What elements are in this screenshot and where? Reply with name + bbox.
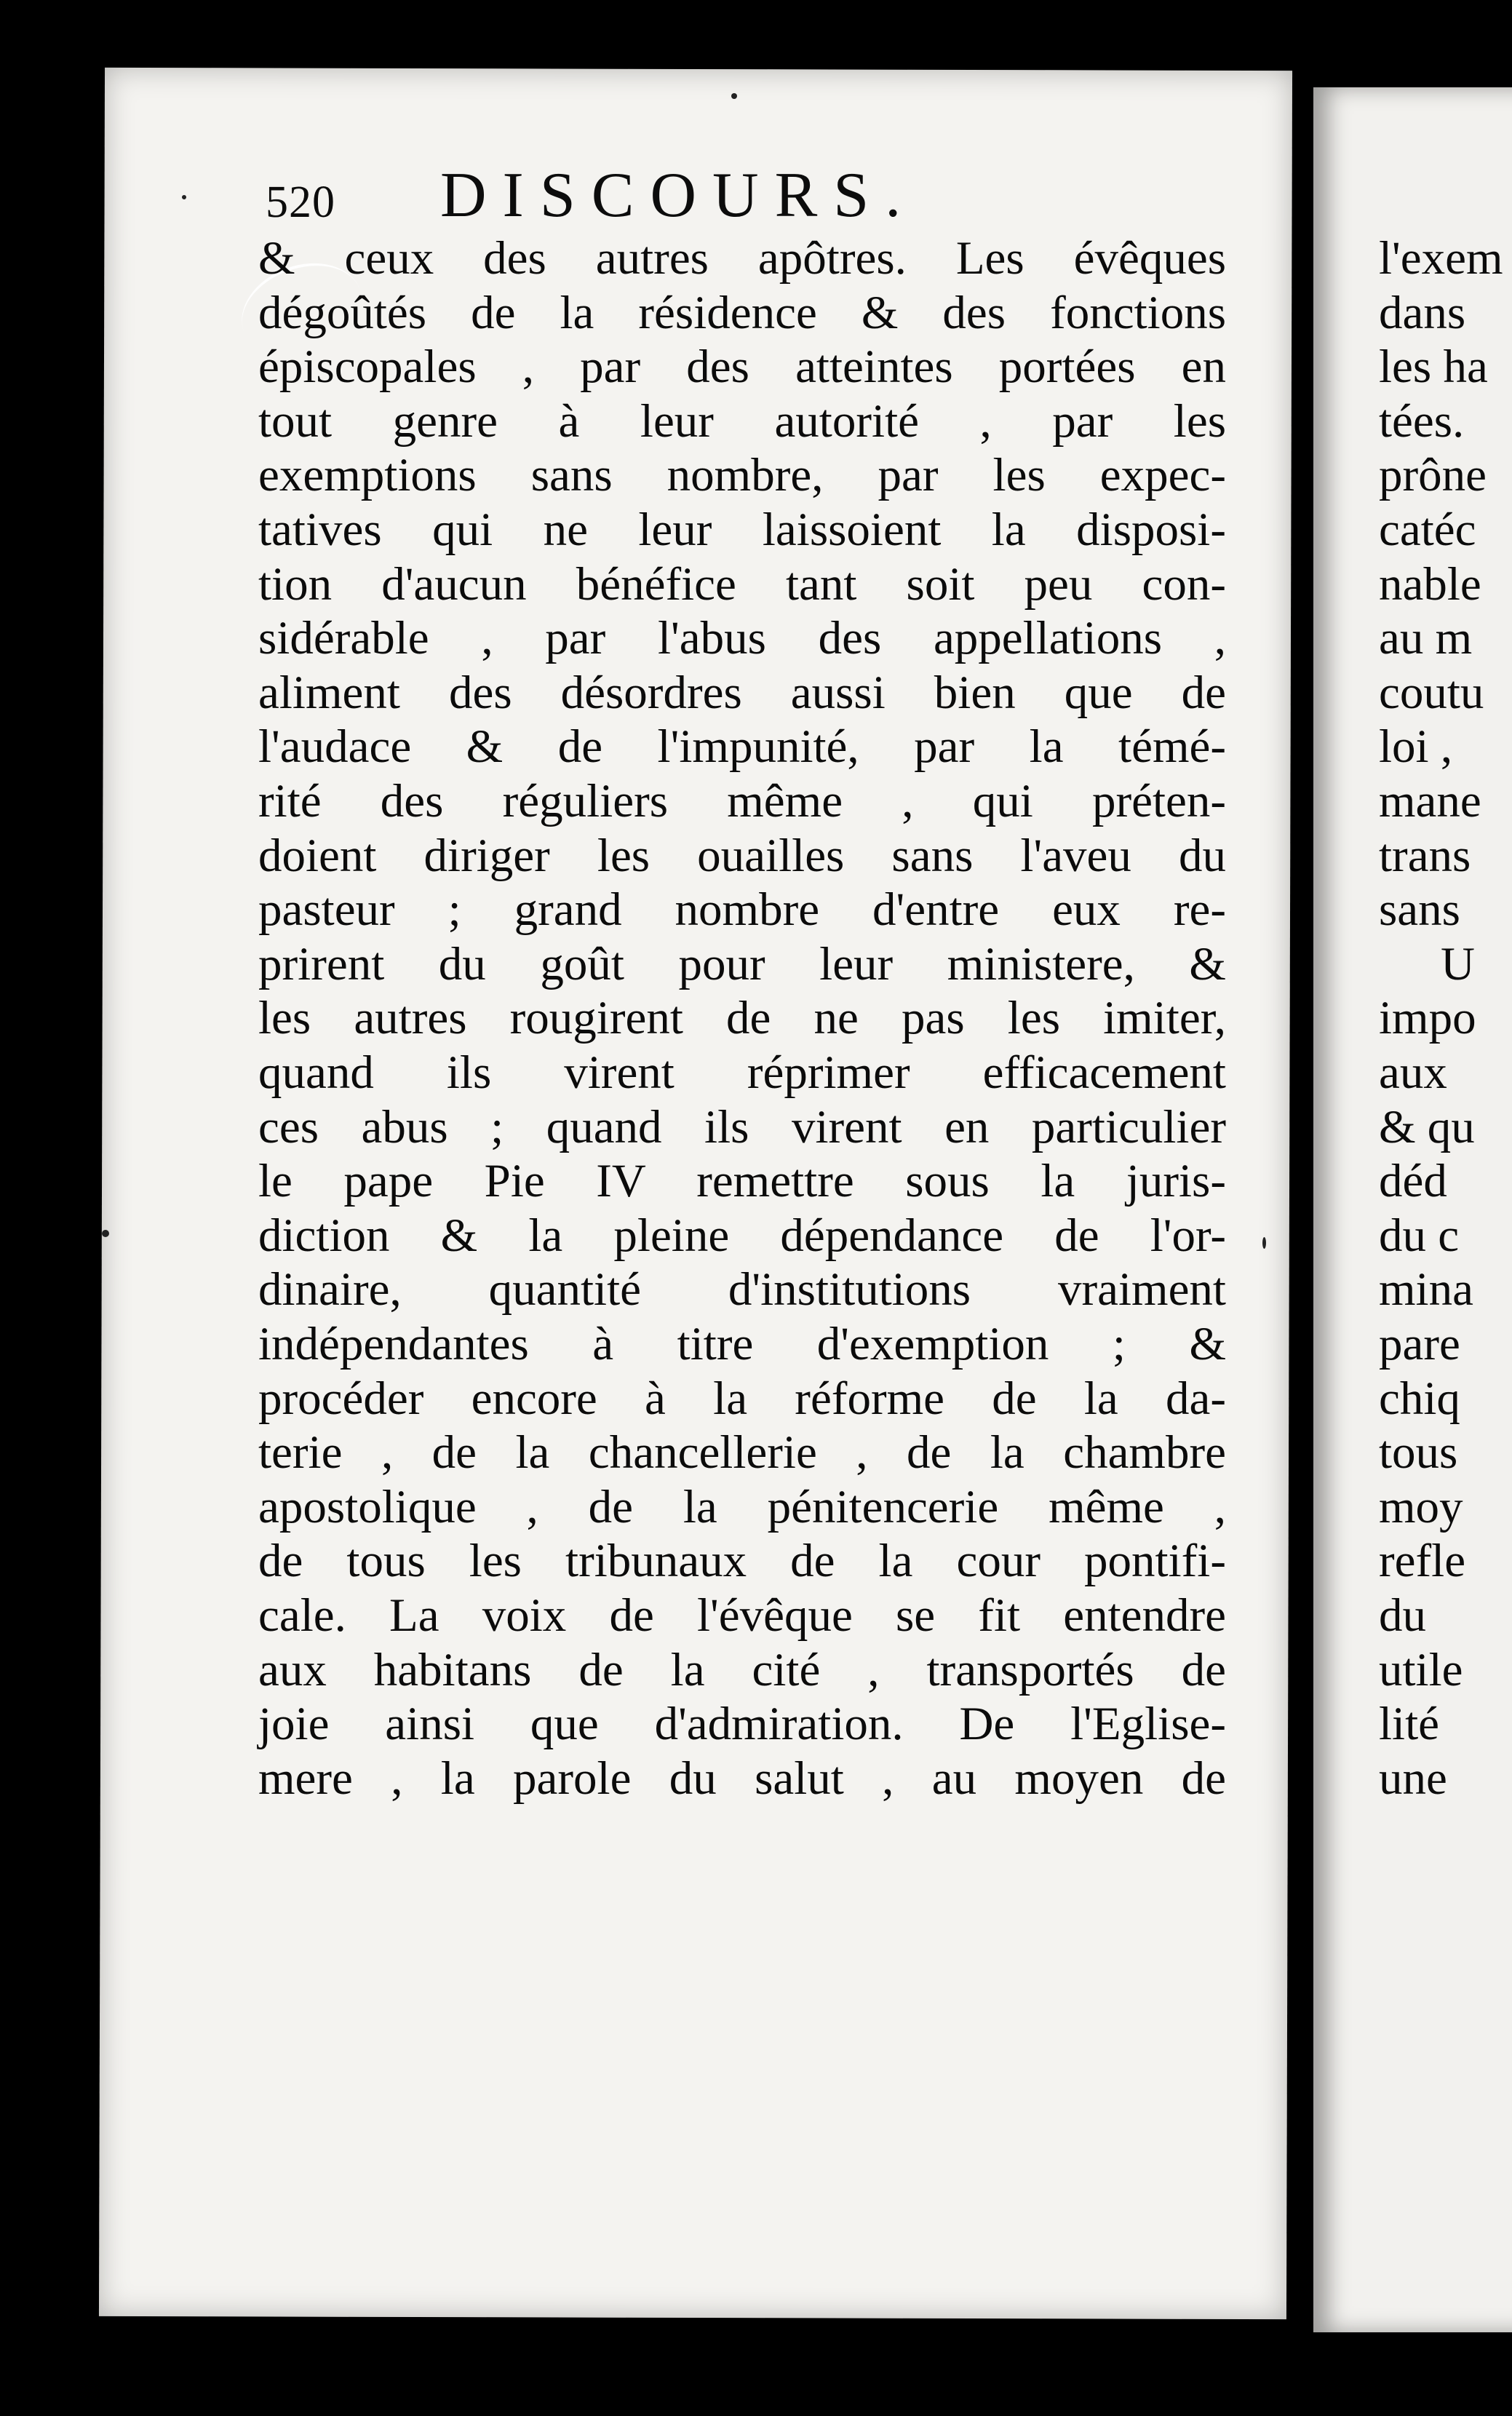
facing-text-line: au m (1379, 612, 1473, 665)
facing-text-line: utile (1379, 1643, 1463, 1696)
facing-text-line: mina (1379, 1263, 1473, 1316)
text-line: joie ainsi que d'admiration. De l'Eglise- (258, 1698, 1226, 1751)
text-line: procéder encore à la réforme de la da- (258, 1372, 1226, 1425)
text-line: sidérable , par l'abus des appellations , (258, 612, 1226, 665)
facing-text-line: refle (1379, 1535, 1466, 1588)
facing-text-line: catéc (1379, 504, 1476, 556)
text-line: apostolique , de la pénitencerie même , (258, 1480, 1226, 1533)
facing-page-text (1379, 231, 1512, 2196)
facing-text-line: nable (1379, 557, 1481, 611)
text-line: cale. La voix de l'évêque se fit entendre (258, 1589, 1226, 1642)
facing-text-line: sans (1379, 883, 1460, 937)
facing-text-line: du (1379, 1589, 1426, 1642)
page-number: 520 (266, 178, 335, 227)
facing-text-line: chiq (1379, 1372, 1460, 1425)
text-line: le pape Pie IV remettre sous la juris- (258, 1155, 1226, 1208)
text-line: épiscopales , par des atteintes portées en (258, 341, 1226, 394)
running-title: DISCOURS. (440, 160, 918, 231)
text-line: dégoûtés de la résidence & des fonctions (258, 286, 1226, 339)
facing-text-line: loi , (1379, 720, 1453, 774)
facing-text-line: tées. (1379, 394, 1465, 448)
facing-text-line: U (1441, 937, 1475, 990)
text-line: tatives qui ne leur laissoient la disposi- (258, 504, 1226, 556)
ink-speck (731, 93, 737, 99)
text-line: quand ils virent réprimer efficacement (258, 1046, 1226, 1099)
text-line: diction & la pleine dépendance de l'or- (258, 1209, 1226, 1262)
facing-text-line: coutu (1379, 666, 1484, 719)
text-line: l'audace & de l'impunité, par la témé- (258, 720, 1226, 774)
text-line: indépendantes à titre d'exemption ; & (258, 1318, 1226, 1370)
text-line: de tous les tribunaux de la cour pontifi- (258, 1535, 1226, 1588)
facing-text-line: les ha (1379, 341, 1488, 394)
text-line: mere , la parole du salut , au moyen de (258, 1752, 1226, 1805)
main-text-block (258, 231, 1226, 2196)
facing-text-line: & qu (1379, 1100, 1475, 1153)
facing-text-line: pare (1379, 1318, 1460, 1370)
text-line: dinaire, quantité d'institutions vraiment (258, 1263, 1226, 1316)
text-line: & ceux des autres apôtres. Les évêques (258, 232, 1226, 285)
facing-text-line: trans (1379, 829, 1471, 882)
text-line: pasteur ; grand nombre d'entre eux re- (258, 883, 1226, 937)
facing-text-line: impo (1379, 992, 1476, 1045)
ink-speck (1262, 1237, 1266, 1249)
facing-text-line: dans (1379, 286, 1466, 339)
facing-text-line: une (1379, 1752, 1447, 1805)
text-line: aliment des désordres aussi bien que de (258, 666, 1226, 719)
text-line: tion d'aucun bénéfice tant soit peu con- (258, 557, 1226, 611)
facing-text-line: aux (1379, 1046, 1447, 1099)
facing-text-line: du c (1379, 1209, 1460, 1262)
text-line: tout genre à leur autorité , par les (258, 394, 1226, 448)
facing-text-line: tous (1379, 1426, 1458, 1479)
facing-text-line: moy (1379, 1480, 1463, 1533)
facing-text-line: mane (1379, 775, 1481, 827)
text-line: prirent du goût pour leur ministere, & (258, 937, 1226, 990)
facing-text-line: l'exem (1379, 232, 1503, 285)
text-line: les autres rougirent de ne pas les imiter, (258, 992, 1226, 1045)
text-line: aux habitans de la cité , transportés de (258, 1643, 1226, 1696)
text-line: doient diriger les ouailles sans l'aveu du (258, 829, 1226, 882)
ink-speck (102, 1230, 109, 1237)
ink-speck (182, 195, 186, 199)
text-line: rité des réguliers même , qui préten- (258, 775, 1226, 827)
text-line: terie , de la chancellerie , de la chambre (258, 1426, 1226, 1479)
facing-text-line: déd (1379, 1155, 1447, 1208)
facing-text-line: lité (1379, 1698, 1440, 1751)
facing-text-line: prône (1379, 449, 1487, 502)
text-line: ces abus ; quand ils virent en particulier (258, 1100, 1226, 1153)
text-line: exemptions sans nombre, par les expec- (258, 449, 1226, 502)
